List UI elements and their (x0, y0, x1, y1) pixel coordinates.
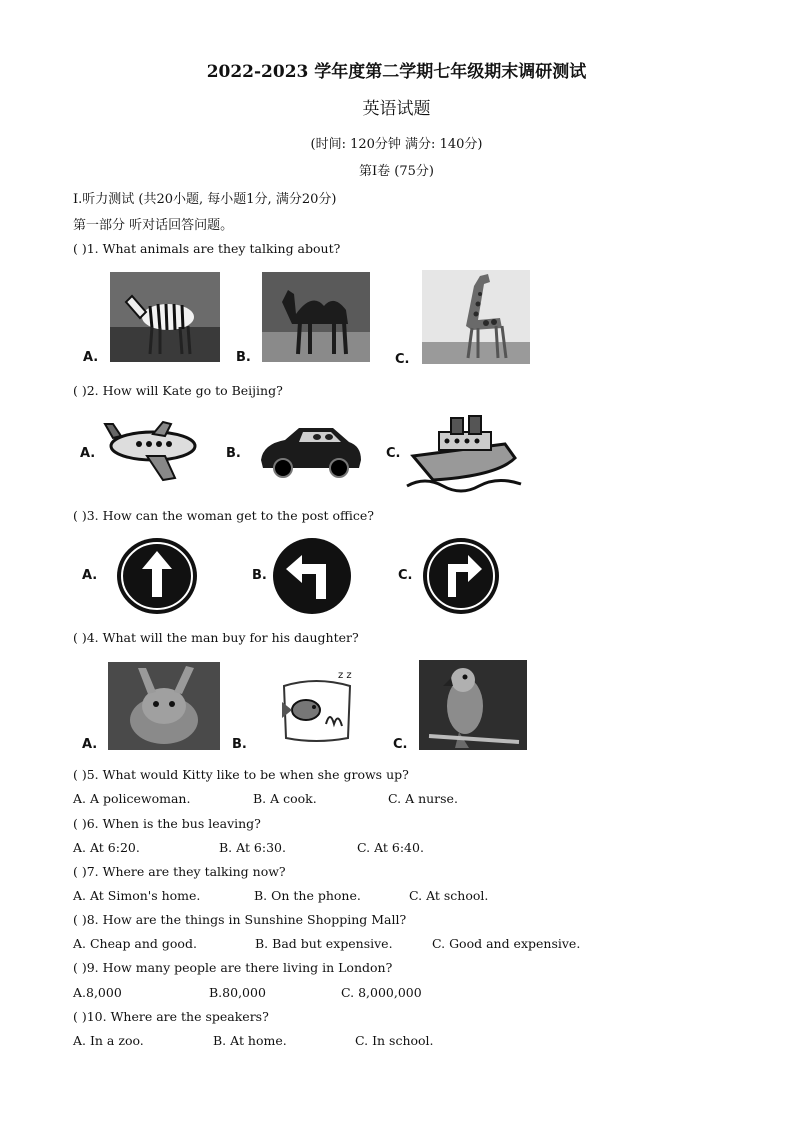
car-picture (255, 420, 365, 480)
q4-label-b: B. (232, 737, 247, 752)
question-4: ( )4. What will the man buy for his daughter? (73, 630, 359, 645)
q6-option-b: B. At 6:30. (219, 840, 286, 855)
q3-label-b: B. (252, 568, 267, 583)
q7-option-a: A. At Simon's home. (73, 888, 201, 903)
question-5: ( )5. What would Kitty like to be when she grows up? (73, 767, 409, 782)
q1-label-a: A. (83, 350, 99, 365)
parrot-picture (419, 660, 527, 750)
turn-left-sign (272, 537, 352, 615)
part1-heading: 第一部分 听对话回答问题。 (73, 218, 234, 233)
q9-option-a: A.8,000 (73, 985, 122, 1000)
giraffe-picture (422, 270, 530, 364)
q1-label-b: B. (236, 350, 251, 365)
time-score-line: (时间: 120分钟 满分: 140分) (310, 137, 483, 152)
question-6: ( )6. When is the bus leaving? (73, 816, 261, 831)
camel-picture (262, 272, 370, 362)
section-heading: Ⅰ.听力测试 (共20小题, 每小题1分, 满分20分) (73, 192, 337, 207)
ship-picture (405, 410, 525, 494)
q7-option-c: C. At school. (409, 888, 489, 903)
q6-option-c: C. At 6:40. (357, 840, 424, 855)
q9-option-c: C. 8,000,000 (341, 985, 422, 1000)
q3-label-a: A. (82, 568, 98, 583)
q4-label-a: A. (82, 737, 98, 752)
question-10: ( )10. Where are the speakers? (73, 1009, 269, 1024)
subject-title: 英语试题 (362, 99, 431, 119)
q8-option-b: B. Bad but expensive. (255, 936, 393, 951)
q2-label-a: A. (80, 446, 96, 461)
q8-option-c: C. Good and expensive. (432, 936, 581, 951)
question-8: ( )8. How are the things in Sunshine Shopping Mall? (73, 912, 407, 927)
q9-option-b: B.80,000 (209, 985, 266, 1000)
zebra-picture (110, 272, 220, 362)
question-3: ( )3. How can the woman get to the post office? (73, 508, 375, 523)
q5-option-c: C. A nurse. (388, 791, 458, 806)
q8-option-a: A. Cheap and good. (73, 936, 197, 951)
q1-label-c: C. (395, 352, 410, 367)
volume-line: 第Ⅰ卷 (75分) (359, 164, 434, 179)
question-9: ( )9. How many people are there living in London? (73, 960, 393, 975)
q7-option-b: B. On the phone. (254, 888, 361, 903)
q5-option-a: A. A policewoman. (73, 791, 191, 806)
rabbit-picture (108, 662, 220, 750)
q2-label-b: B. (226, 446, 241, 461)
q6-option-a: A. At 6:20. (73, 840, 140, 855)
go-straight-sign (116, 537, 198, 615)
q2-label-c: C. (386, 446, 401, 461)
page-title: 2022-2023 学年度第二学期七年级期末调研测试 (206, 62, 587, 82)
question-2: ( )2. How will Kate go to Beijing? (73, 383, 283, 398)
question-1: ( )1. What animals are they talking about? (73, 241, 341, 256)
svg-text:z z: z z (338, 670, 352, 681)
q10-option-a: A. In a zoo. (73, 1033, 144, 1048)
q10-option-b: B. At home. (213, 1033, 287, 1048)
q3-label-c: C. (398, 568, 413, 583)
fish-picture (276, 664, 360, 746)
turn-right-sign (422, 537, 500, 615)
q4-label-c: C. (393, 737, 408, 752)
question-7: ( )7. Where are they talking now? (73, 864, 286, 879)
q10-option-c: C. In school. (355, 1033, 434, 1048)
q5-option-b: B. A cook. (253, 791, 317, 806)
plane-picture (103, 418, 201, 484)
